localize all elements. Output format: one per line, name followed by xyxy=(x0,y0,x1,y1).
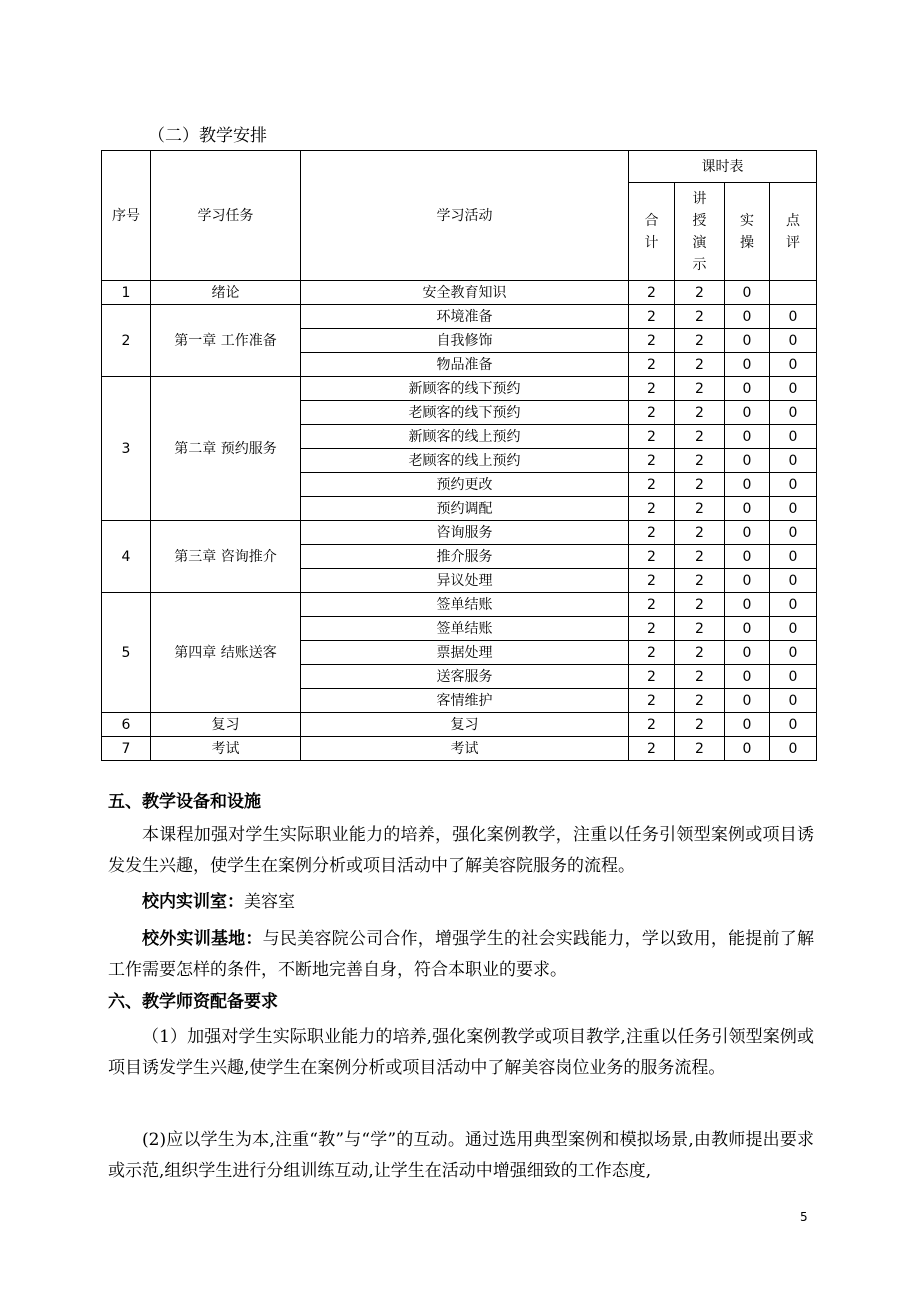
cell-lecture: 2 xyxy=(675,401,725,425)
cell-activity: 预约更改 xyxy=(301,473,629,497)
cell-total: 2 xyxy=(629,473,675,497)
cell-total: 2 xyxy=(629,545,675,569)
cell-review: 0 xyxy=(770,329,817,353)
cell-total: 2 xyxy=(629,497,675,521)
section6-paragraph-1: （1）加强对学生实际职业能力的培养,强化案例教学或项目教学,注重以任务引领型案例或项目诱发学生兴趣,使学生在案例分析或项目活动中了解美容岗位业务的服务流程。 xyxy=(108,1027,814,1078)
cell-task: 复习 xyxy=(151,713,301,737)
header-hours: 课时表 xyxy=(629,151,817,183)
cell-review: 0 xyxy=(770,377,817,401)
cell-practice: 0 xyxy=(725,401,770,425)
cell-practice: 0 xyxy=(725,593,770,617)
section-subheading: （二）教学安排 xyxy=(148,126,267,146)
cell-review xyxy=(770,281,817,305)
cell-activity: 新顾客的线上预约 xyxy=(301,425,629,449)
cell-practice: 0 xyxy=(725,329,770,353)
page-number: 5 xyxy=(800,1210,808,1224)
cell-index: 7 xyxy=(102,737,151,761)
cell-practice: 0 xyxy=(725,425,770,449)
cell-practice: 0 xyxy=(725,713,770,737)
cell-practice: 0 xyxy=(725,353,770,377)
cell-task: 第二章 预约服务 xyxy=(151,377,301,521)
cell-lecture: 2 xyxy=(675,545,725,569)
cell-lecture: 2 xyxy=(675,281,725,305)
cell-activity: 新顾客的线下预约 xyxy=(301,377,629,401)
cell-review: 0 xyxy=(770,569,817,593)
cell-lecture: 2 xyxy=(675,737,725,761)
cell-total: 2 xyxy=(629,449,675,473)
cell-lecture: 2 xyxy=(675,593,725,617)
cell-task: 第一章 工作准备 xyxy=(151,305,301,377)
cell-lecture: 2 xyxy=(675,665,725,689)
section5-title: 五、教学设备和设施 xyxy=(108,792,261,812)
cell-task: 绪论 xyxy=(151,281,301,305)
cell-review: 0 xyxy=(770,665,817,689)
cell-total: 2 xyxy=(629,425,675,449)
cell-total: 2 xyxy=(629,617,675,641)
cell-lecture: 2 xyxy=(675,713,725,737)
cell-total: 2 xyxy=(629,737,675,761)
cell-practice: 0 xyxy=(725,281,770,305)
cell-review: 0 xyxy=(770,473,817,497)
onsite-training-line xyxy=(108,887,814,918)
cell-lecture: 2 xyxy=(675,449,725,473)
cell-lecture: 2 xyxy=(675,497,725,521)
header-task: 学习任务 xyxy=(151,151,301,281)
table-row xyxy=(102,377,817,401)
table-row xyxy=(102,305,817,329)
cell-lecture: 2 xyxy=(675,305,725,329)
cell-lecture: 2 xyxy=(675,473,725,497)
section5-paragraph: 本课程加强对学生实际职业能力的培养，强化案例教学，注重以任务引领型案例或项目诱发发生兴趣，使学生在案例分析或项目活动中了解美容院服务的流程。 xyxy=(108,825,814,876)
cell-total: 2 xyxy=(629,281,675,305)
cell-total: 2 xyxy=(629,521,675,545)
cell-practice: 0 xyxy=(725,521,770,545)
cell-lecture: 2 xyxy=(675,641,725,665)
cell-index: 5 xyxy=(102,593,151,713)
cell-activity: 复习 xyxy=(301,713,629,737)
cell-total: 2 xyxy=(629,329,675,353)
cell-review: 0 xyxy=(770,689,817,713)
teaching-schedule-table xyxy=(101,150,817,761)
table-row xyxy=(102,713,817,737)
cell-task: 第四章 结账送客 xyxy=(151,593,301,713)
cell-total: 2 xyxy=(629,713,675,737)
cell-total: 2 xyxy=(629,377,675,401)
cell-activity: 考试 xyxy=(301,737,629,761)
table-row xyxy=(102,281,817,305)
cell-activity: 自我修饰 xyxy=(301,329,629,353)
cell-review: 0 xyxy=(770,641,817,665)
cell-index: 1 xyxy=(102,281,151,305)
cell-practice: 0 xyxy=(725,641,770,665)
header-lecture: 讲授演示 xyxy=(675,183,725,281)
cell-activity: 预约调配 xyxy=(301,497,629,521)
offsite-training-paragraph xyxy=(108,924,814,986)
table-row xyxy=(102,737,817,761)
cell-task: 第三章 咨询推介 xyxy=(151,521,301,593)
header-index: 序号 xyxy=(102,151,151,281)
cell-practice: 0 xyxy=(725,305,770,329)
cell-index: 6 xyxy=(102,713,151,737)
cell-lecture: 2 xyxy=(675,521,725,545)
cell-lecture: 2 xyxy=(675,617,725,641)
cell-activity: 签单结账 xyxy=(301,593,629,617)
cell-activity: 环境准备 xyxy=(301,305,629,329)
cell-total: 2 xyxy=(629,401,675,425)
cell-lecture: 2 xyxy=(675,377,725,401)
cell-lecture: 2 xyxy=(675,569,725,593)
cell-index: 2 xyxy=(102,305,151,377)
cell-practice: 0 xyxy=(725,569,770,593)
onsite-text: 美容室 xyxy=(244,892,295,912)
cell-activity: 票据处理 xyxy=(301,641,629,665)
cell-index: 3 xyxy=(102,377,151,521)
onsite-label: 校内实训室： xyxy=(142,892,244,912)
cell-review: 0 xyxy=(770,305,817,329)
cell-review: 0 xyxy=(770,449,817,473)
offsite-label: 校外实训基地： xyxy=(142,929,263,949)
cell-activity: 物品准备 xyxy=(301,353,629,377)
cell-total: 2 xyxy=(629,665,675,689)
cell-review: 0 xyxy=(770,737,817,761)
cell-review: 0 xyxy=(770,425,817,449)
cell-lecture: 2 xyxy=(675,329,725,353)
cell-index: 4 xyxy=(102,521,151,593)
cell-total: 2 xyxy=(629,641,675,665)
cell-review: 0 xyxy=(770,497,817,521)
cell-practice: 0 xyxy=(725,377,770,401)
cell-review: 0 xyxy=(770,521,817,545)
cell-practice: 0 xyxy=(725,665,770,689)
cell-total: 2 xyxy=(629,569,675,593)
cell-activity: 老顾客的线下预约 xyxy=(301,401,629,425)
cell-activity: 咨询服务 xyxy=(301,521,629,545)
cell-total: 2 xyxy=(629,689,675,713)
cell-total: 2 xyxy=(629,593,675,617)
schedule-body xyxy=(102,281,817,761)
table-row xyxy=(102,521,817,545)
cell-review: 0 xyxy=(770,353,817,377)
header-total: 合计 xyxy=(629,183,675,281)
table-row xyxy=(102,593,817,617)
cell-practice: 0 xyxy=(725,617,770,641)
cell-practice: 0 xyxy=(725,473,770,497)
cell-review: 0 xyxy=(770,713,817,737)
cell-lecture: 2 xyxy=(675,689,725,713)
cell-task: 考试 xyxy=(151,737,301,761)
cell-review: 0 xyxy=(770,593,817,617)
cell-practice: 0 xyxy=(725,497,770,521)
header-activity: 学习活动 xyxy=(301,151,629,281)
section6-paragraph-2: (2)应以学生为本,注重“教”与“学”的互动。通过选用典型案例和模拟场景,由教师提出要求或示范,组织学生进行分组训练互动,让学生在活动中增强细致的工作态度, xyxy=(108,1130,814,1181)
cell-review: 0 xyxy=(770,545,817,569)
cell-activity: 异议处理 xyxy=(301,569,629,593)
cell-total: 2 xyxy=(629,353,675,377)
cell-total: 2 xyxy=(629,305,675,329)
cell-practice: 0 xyxy=(725,545,770,569)
header-review: 点评 xyxy=(770,183,817,281)
cell-activity: 签单结账 xyxy=(301,617,629,641)
cell-activity: 客情维护 xyxy=(301,689,629,713)
cell-practice: 0 xyxy=(725,737,770,761)
cell-lecture: 2 xyxy=(675,425,725,449)
cell-activity: 安全教育知识 xyxy=(301,281,629,305)
cell-review: 0 xyxy=(770,401,817,425)
cell-activity: 推介服务 xyxy=(301,545,629,569)
cell-practice: 0 xyxy=(725,689,770,713)
cell-activity: 老顾客的线上预约 xyxy=(301,449,629,473)
cell-review: 0 xyxy=(770,617,817,641)
offsite-text: 与民美容院公司合作，增强学生的社会实践能力，学以致用，能提前了解工作需要怎样的条件，不断地完善自身，符合本职业的要求。 xyxy=(108,929,815,980)
cell-activity: 送客服务 xyxy=(301,665,629,689)
header-practice: 实操 xyxy=(725,183,770,281)
cell-practice: 0 xyxy=(725,449,770,473)
cell-lecture: 2 xyxy=(675,353,725,377)
section6-title: 六、教学师资配备要求 xyxy=(108,992,278,1012)
